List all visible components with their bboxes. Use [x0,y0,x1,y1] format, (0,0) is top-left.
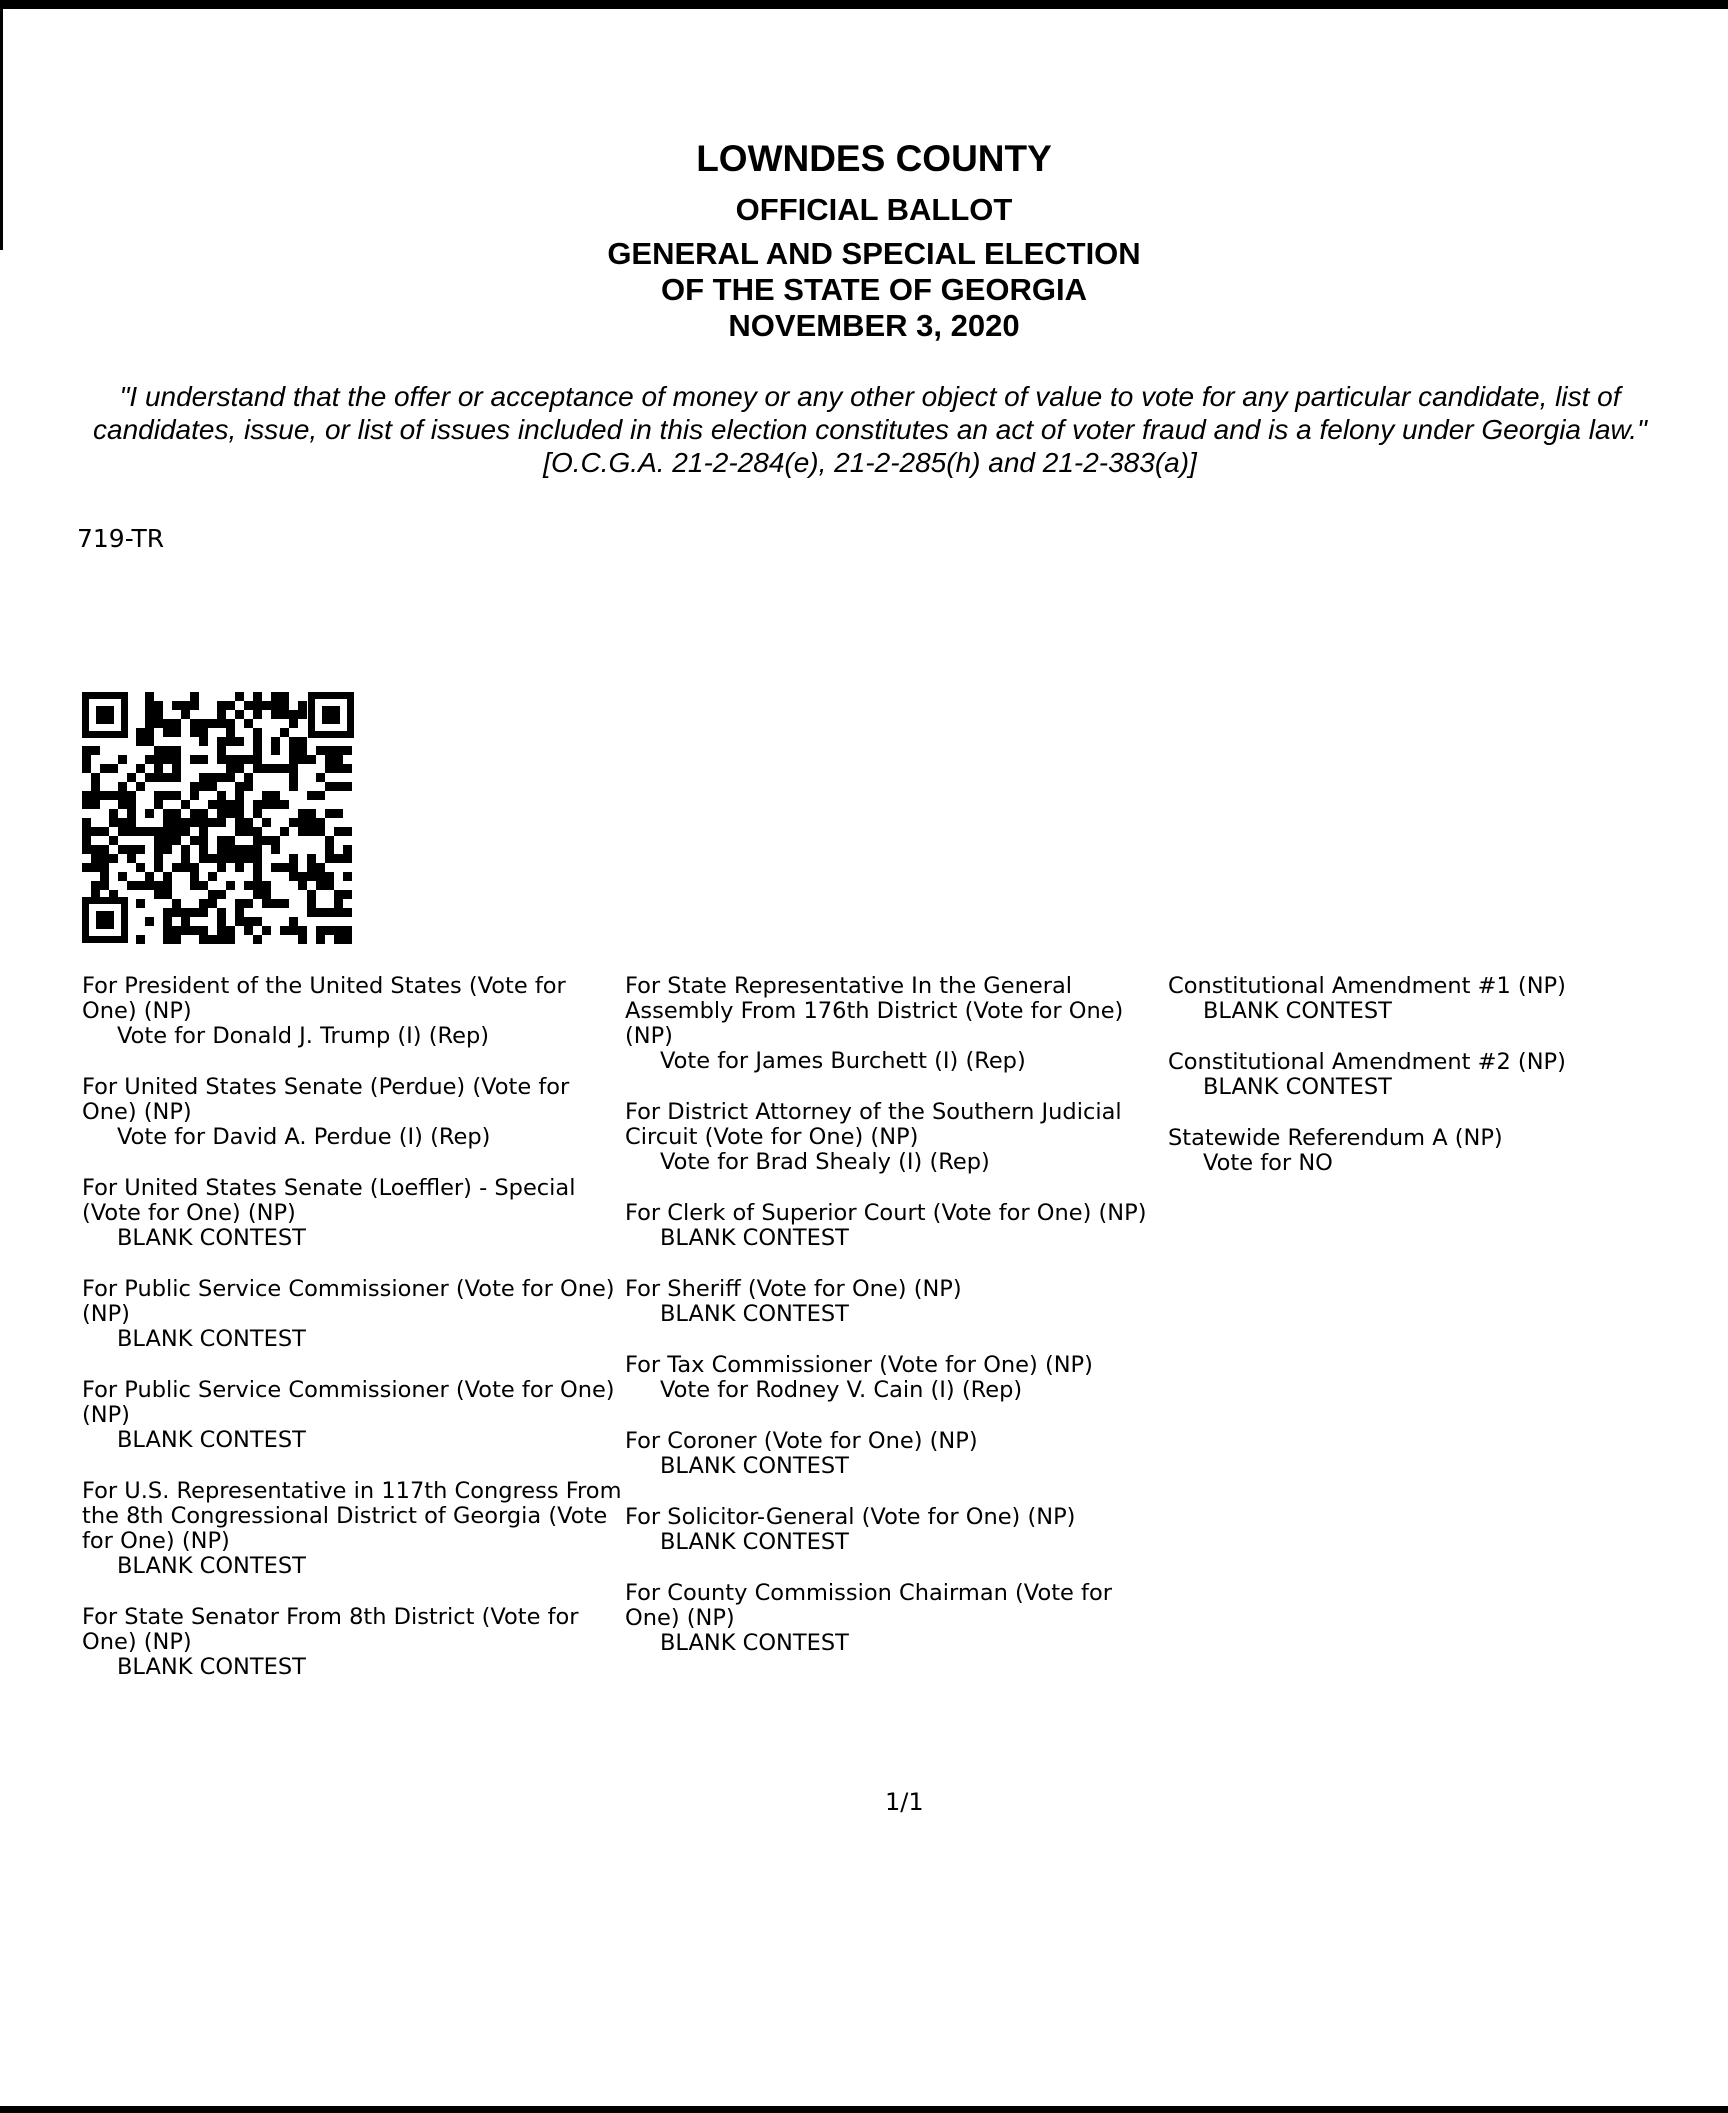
contest-item [82,1176,622,1251]
contest-item [82,1378,622,1453]
contest-title: For Public Service Commissioner (Vote for One) (NP) [82,1276,615,1327]
election-date: NOVEMBER 3, 2020 [728,308,1020,343]
contest-selection: BLANK CONTEST [660,1529,849,1555]
contest-selection: Vote for Donald J. Trump (I) (Rep) [117,1023,490,1049]
contest-selection: BLANK CONTEST [1203,1074,1392,1100]
contest-item [625,1505,1170,1555]
contest-title: For Clerk of Superior Court (Vote for One) (NP) [625,1200,1147,1226]
contest-selection: BLANK CONTEST [117,1654,306,1680]
contest-selection: BLANK CONTEST [660,1225,849,1251]
contest-selection: Vote for Rodney V. Cain (I) (Rep) [660,1377,1023,1403]
scan-edge-top [0,0,1728,9]
contest-selection: BLANK CONTEST [117,1326,306,1352]
contest-item [625,1100,1170,1175]
contest-title: For Solicitor-General (Vote for One) (NP) [625,1504,1076,1530]
contest-title: For Sheriff (Vote for One) (NP) [625,1276,962,1302]
contest-item [625,974,1170,1074]
contest-item [625,1581,1170,1656]
contest-selection: BLANK CONTEST [660,1301,849,1327]
contest-title: For United States Senate (Loeffler) - Special (Vote for One) (NP) [82,1175,576,1226]
contest-title: For District Attorney of the Southern Judicial Circuit (Vote for One) (NP) [625,1099,1122,1150]
contest-selection: Vote for NO [1203,1150,1333,1176]
ballot-title: OFFICIAL BALLOT [735,192,1013,227]
contest-item [625,1429,1170,1479]
ballot-header [0,134,1728,344]
contest-selection: Vote for David A. Perdue (I) (Rep) [117,1124,491,1150]
contest-column-3 [1168,974,1713,1202]
contest-selection: Vote for Brad Shealy (I) (Rep) [660,1149,990,1175]
contest-item [625,1201,1170,1251]
contest-selection: BLANK CONTEST [117,1427,306,1453]
voter-fraud-notice: "I understand that the offer or acceptance of money or any other object of value to vote for any particular candidate, list of candidates, issue, or list of issues included in this election constitutes an act of voter fraud and is a felony under Georgia law." [O.C.G.A. 21-2-284(e), 21-2-285(h) and 21-2-383(a)] [93,381,1647,478]
contest-title: For U.S. Representative in 117th Congress From the 8th Congressional District of Georgia (Vote for One) (NP) [82,1478,622,1554]
contest-title: Constitutional Amendment #2 (NP) [1168,1049,1566,1075]
contest-selection: BLANK CONTEST [1203,998,1392,1024]
contest-selection: BLANK CONTEST [117,1553,306,1579]
election-title-line2: OF THE STATE OF GEORGIA [661,272,1087,307]
contest-item [82,1277,622,1352]
contest-item [1168,1126,1713,1176]
contest-title: For United States Senate (Perdue) (Vote for One) (NP) [82,1074,570,1125]
ballot-style-code: 719-TR [77,524,165,553]
contest-item [82,1479,622,1579]
contest-column-2 [625,974,1170,1682]
contest-title: For President of the United States (Vote for One) (NP) [82,973,566,1024]
scan-edge-bottom [0,2106,1728,2113]
contest-selection: Vote for James Burchett (I) (Rep) [660,1048,1026,1074]
contest-title: For State Representative In the General Assembly From 176th District (Vote for One) (NP) [625,973,1124,1049]
contest-item [82,1075,622,1150]
contest-title: For Tax Commissioner (Vote for One) (NP) [625,1352,1093,1378]
contest-title: For Coroner (Vote for One) (NP) [625,1428,978,1454]
contest-item [1168,974,1713,1024]
contest-item [625,1353,1170,1403]
contest-item [1168,1050,1713,1100]
contest-title: For County Commission Chairman (Vote for One) (NP) [625,1580,1112,1631]
contest-item [625,1277,1170,1327]
county-title: LOWNDES COUNTY [696,138,1052,179]
election-title-line1: GENERAL AND SPECIAL ELECTION [607,236,1141,271]
contest-title: For Public Service Commissioner (Vote for One) (NP) [82,1377,615,1428]
contest-selection: BLANK CONTEST [117,1225,306,1251]
page-number: 1/1 [885,1788,924,1816]
contest-selection: BLANK CONTEST [660,1453,849,1479]
contest-item [82,1605,622,1680]
contest-title: Constitutional Amendment #1 (NP) [1168,973,1566,999]
contest-column-1 [82,974,622,1706]
contest-title: For State Senator From 8th District (Vote for One) (NP) [82,1604,579,1655]
qr-code-icon [80,690,356,945]
contest-title: Statewide Referendum A (NP) [1168,1125,1503,1151]
contest-item [82,974,622,1049]
contest-selection: BLANK CONTEST [660,1630,849,1656]
